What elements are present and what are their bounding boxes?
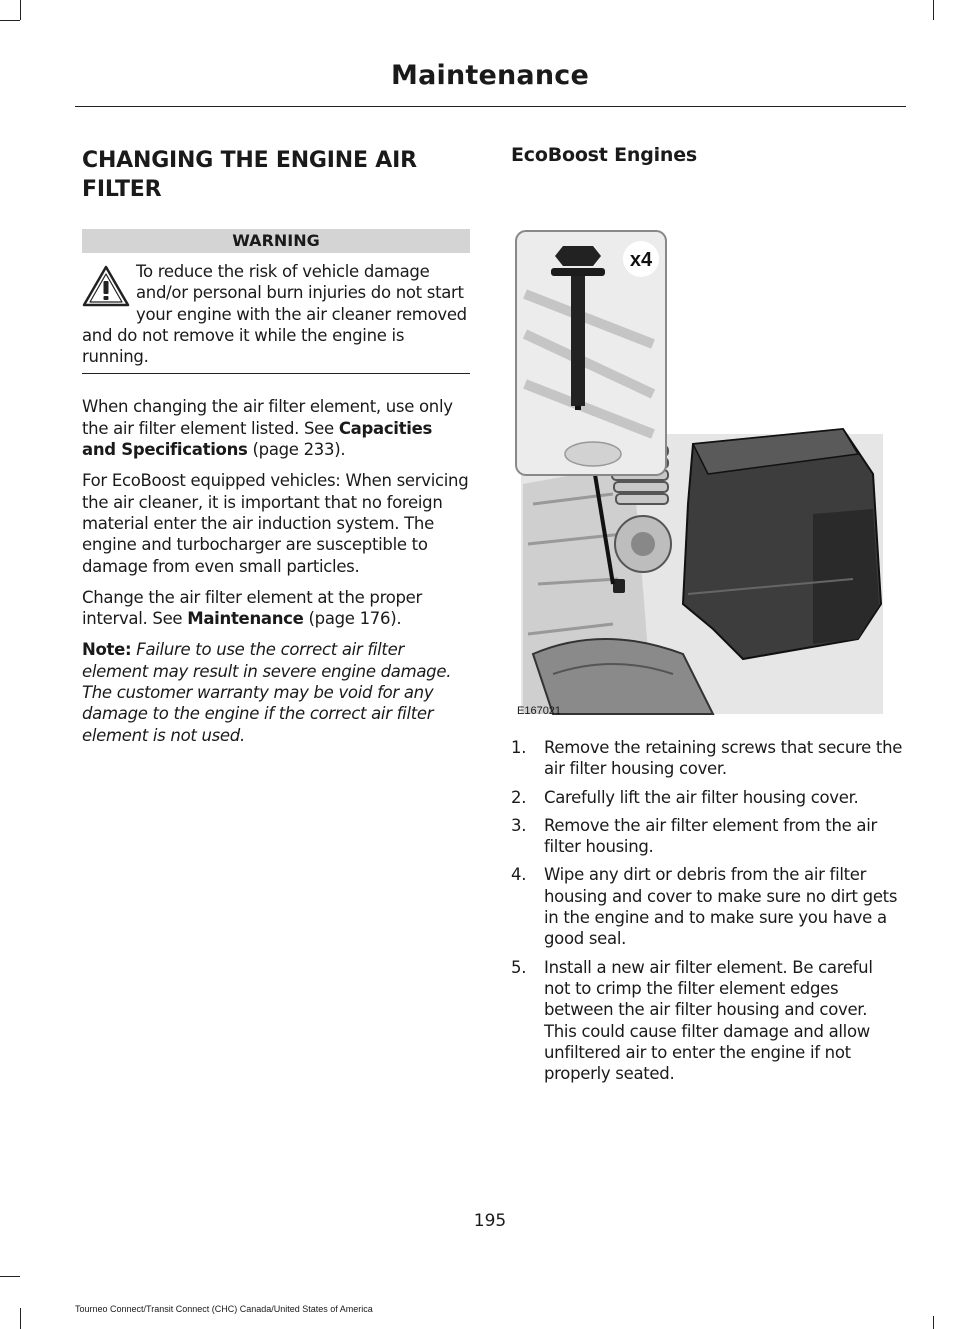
list-item — [511, 737, 903, 780]
warning-rule — [82, 373, 470, 374]
step-number: 3. — [511, 815, 527, 835]
crop-mark — [20, 1308, 21, 1329]
steps-list — [511, 737, 903, 1084]
crop-mark — [933, 0, 934, 20]
page-header-title: Maintenance — [391, 60, 589, 91]
step-text: Remove the air filter element from the air filter housing. — [544, 815, 878, 857]
list-item — [511, 957, 903, 1085]
list-item — [511, 864, 903, 949]
maintenance-link[interactable]: Maintenance — [187, 609, 304, 629]
paragraph-text: (page 176). — [303, 609, 402, 629]
paragraph-filter-element — [82, 396, 470, 460]
step-text: Carefully lift the air filter housing cover. — [544, 787, 859, 807]
left-column — [82, 146, 470, 746]
crop-mark — [0, 1276, 20, 1277]
crop-mark — [0, 20, 20, 21]
step-number: 1. — [511, 738, 527, 757]
note-label: Note: — [82, 640, 132, 660]
figure-code: E167021 — [517, 705, 562, 717]
quantity-callout: x4 — [629, 249, 653, 271]
footer-text: Tourneo Connect/Transit Connect (CHC) Canada/United States of America — [75, 1304, 373, 1314]
paragraph-text: Change the air filter element at the proper interval. See — [82, 587, 423, 629]
warning-text: To reduce the risk of vehicle damage and/or personal burn injuries do not start your engine with the air cleaner removed and do not remove it while the engine is running. — [82, 262, 467, 367]
paragraph-interval — [82, 587, 470, 630]
step-number: 2. — [511, 787, 527, 807]
list-item — [511, 787, 903, 808]
step-text: Remove the retaining screws that secure the air filter housing cover. — [544, 738, 903, 779]
note-paragraph — [82, 639, 470, 745]
step-text: Wipe any dirt or debris from the air filter housing and cover to make sure no dirt gets in the engine and to make sure you have a good seal. — [544, 865, 898, 949]
air-filter-figure — [513, 184, 888, 719]
page-number: 195 — [473, 1211, 507, 1231]
step-number: 5. — [511, 957, 527, 977]
warning-label: WARNING — [82, 229, 470, 253]
crop-mark — [20, 0, 21, 20]
paragraph-text: (page 233). — [247, 440, 346, 460]
capacities-link[interactable]: Capacities and Specifications — [82, 418, 433, 460]
warning-triangle-icon — [82, 264, 130, 308]
warning-box — [82, 261, 470, 367]
right-column — [511, 144, 903, 1091]
ecoboost-title: EcoBoost Engines — [511, 144, 698, 166]
list-item — [511, 815, 903, 858]
paragraph-ecoboost: For EcoBoost equipped vehicles: When servicing the air cleaner, it is important that no foreign material enter the air induction system. The engine and turbocharger are susceptible to damage from even small particles. — [82, 471, 469, 576]
note-text: Failure to use the correct air filter element may result in severe engine damage. The customer warranty may be void for any damage to the engine if the correct air filter element is not used. — [82, 640, 452, 745]
crop-mark — [933, 1316, 934, 1329]
paragraph-text: When changing the air filter element, use only the air filter element listed. See — [82, 397, 453, 438]
step-number: 4. — [511, 865, 527, 885]
engine-bay-illustration — [513, 184, 888, 719]
section-title: CHANGING THE ENGINE AIR FILTER — [82, 148, 417, 202]
header-rule — [75, 106, 906, 107]
step-text: Install a new air filter element. Be careful not to crimp the filter element edges between the air filter housing and cover. This could cause filter damage and allow unfiltered air to enter the engine if not properly seated. — [544, 957, 873, 1084]
